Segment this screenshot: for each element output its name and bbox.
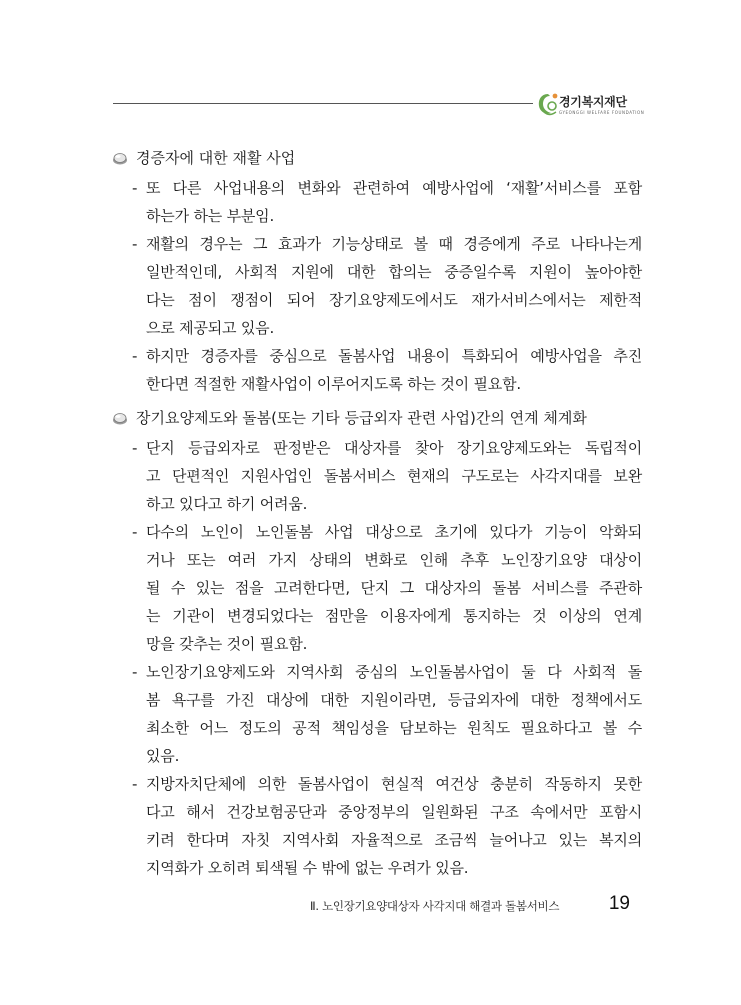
section-title — [112, 148, 642, 168]
dash-marker: - — [132, 775, 138, 793]
list-item — [112, 342, 642, 398]
logo-text: 경기복지재단 — [559, 95, 627, 109]
list-item-line: 지방자치단체에 의한 돌봄사업이 현실적 여건상 충분히 작동하지 못한 — [146, 775, 642, 793]
section-title-text: 장기요양제도와 돌봄(또는 기타 등급외자 관련 사업)간의 연계 체계화 — [136, 409, 587, 427]
foundation-logo — [535, 90, 645, 120]
sphere-bullet-icon — [112, 411, 128, 425]
list-item-line: 될 수 있는 점을 고려한다면, 단지 그 대상자의 돌봄 서비스를 주관하 — [146, 579, 642, 597]
page-number: 19 — [608, 893, 630, 914]
sphere-bullet-icon — [112, 151, 128, 165]
dash-marker: - — [132, 663, 138, 681]
section-title-text: 경증자에 대한 재활 사업 — [136, 149, 296, 167]
list-item — [112, 174, 642, 230]
list-item-line: 있음. — [146, 747, 180, 765]
list-item-line: 또 다른 사업내용의 변화와 관련하여 예방사업에 ‘재활’서비스를 포함 — [146, 179, 642, 197]
footer-chapter-title: Ⅱ. 노인장기요양대상자 사각지대 해결과 돌봄서비스 — [310, 899, 560, 913]
section-linkage — [112, 408, 642, 882]
list-item-line: 단지 등급외자로 판정받은 대상자를 찾아 장기요양제도와는 독립적이 — [146, 439, 642, 457]
list-item-line: 망을 갖추는 것이 필요함. — [146, 635, 308, 653]
list-item-line: 는 기관이 변경되었다는 점만을 이용자에게 통지하는 것 이상의 연계 — [146, 607, 642, 625]
list-item-line: 한다면 적절한 재활사업이 이루어지도록 하는 것이 필요함. — [146, 375, 521, 393]
logo-subtext: GYEONGGI WELFARE FOUNDATION — [559, 110, 645, 115]
list-item-line: 최소한 어느 정도의 공적 책임성을 담보하는 원칙도 필요하다고 볼 수 — [146, 719, 642, 737]
list-item — [112, 230, 642, 342]
list-item — [112, 434, 642, 518]
list-item-line: 지역화가 오히려 퇴색될 수 밖에 없는 우려가 있음. — [146, 859, 469, 877]
list-item-line: 다수의 노인이 노인돌봄 사업 대상으로 초기에 있다가 기능이 악화되 — [146, 523, 642, 541]
dash-marker: - — [132, 439, 138, 457]
list-item — [112, 518, 642, 658]
header-rule — [113, 103, 533, 104]
list-item-line: 으로 제공되고 있음. — [146, 319, 275, 337]
list-item — [112, 770, 642, 882]
dash-marker: - — [132, 179, 138, 197]
list-item-line: 하는가 하는 부분임. — [146, 207, 275, 225]
section-title — [112, 408, 642, 428]
list-item-line: 재활의 경우는 그 효과가 기능상태로 볼 때 경증에게 주로 나타나는게 — [146, 235, 642, 253]
list-item-line: 일반적인데, 사회적 지원에 대한 합의는 중증일수록 지원이 높아야한 — [146, 263, 642, 281]
dash-marker: - — [132, 523, 138, 541]
page-footer — [310, 893, 630, 917]
list-item-line: 하고 있다고 하기 어려움. — [146, 495, 308, 513]
list-item-line: 봄 욕구를 가진 대상에 대한 지원이라면, 등급외자에 대한 정책에서도 — [146, 691, 642, 709]
list-item-line: 하지만 경증자를 중심으로 돌봄사업 내용이 특화되어 예방사업을 추진 — [146, 347, 642, 365]
dash-marker: - — [132, 235, 138, 253]
list-item-line: 노인장기요양제도와 지역사회 중심의 노인돌봄사업이 둘 다 사회적 돌 — [146, 663, 642, 681]
list-item-line: 키려 한다며 자칫 지역사회 자율적으로 조금씩 늘어나고 있는 복지의 — [146, 831, 642, 849]
list-item — [112, 658, 642, 770]
dash-marker: - — [132, 347, 138, 365]
foundation-logo-icon — [535, 90, 561, 118]
list-item-line: 거나 또는 여러 가지 상태의 변화로 인해 추후 노인장기요양 대상이 — [146, 551, 642, 569]
list-item-line: 고 단편적인 지원사업인 돌봄서비스 현재의 구도로는 사각지대를 보완 — [146, 467, 642, 485]
list-item-line: 다고 해서 건강보험공단과 중앙정부의 일원화된 구조 속에서만 포함시 — [146, 803, 642, 821]
list-item-line: 다는 점이 쟁점이 되어 장기요양제도에서도 재가서비스에서는 제한적 — [146, 291, 642, 309]
section-rehabilitation — [112, 148, 642, 398]
